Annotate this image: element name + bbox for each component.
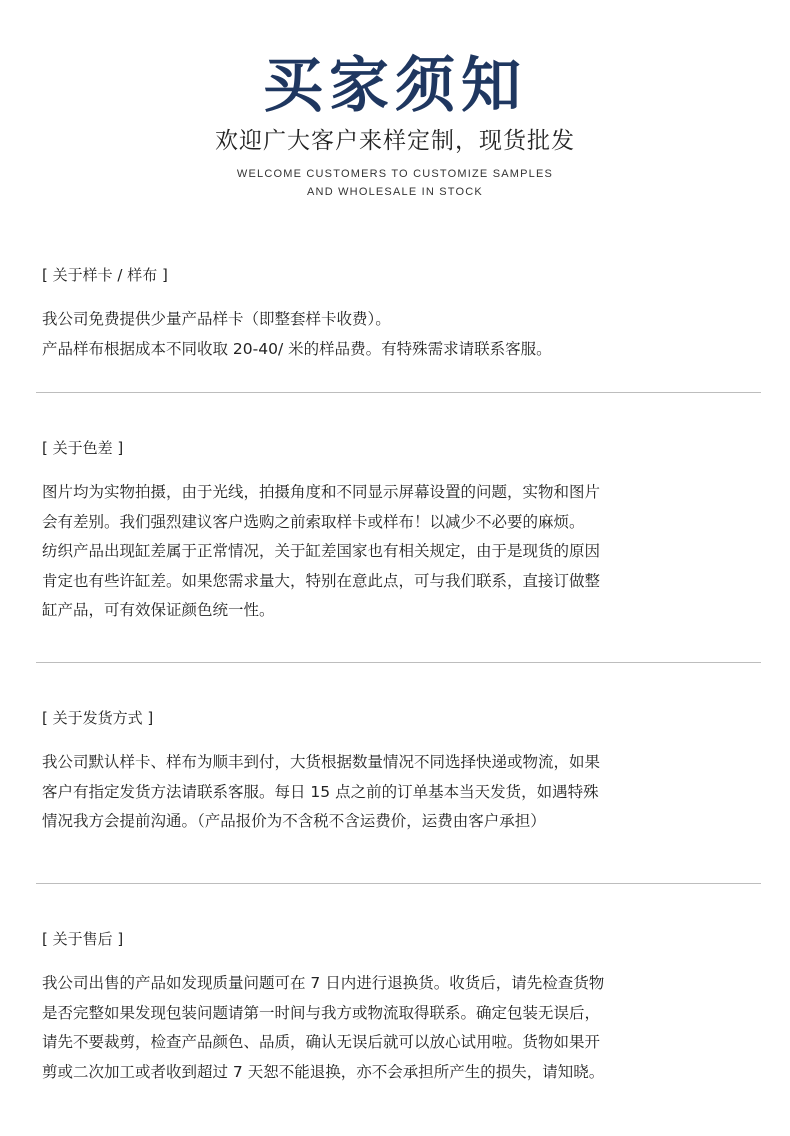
section-line: 我公司默认样卡、样布为顺丰到付，大货根据数量情况不同选择快递或物流，如果	[42, 753, 601, 771]
section-line: 产品样布根据成本不同收取 20-40/ 米的样品费。有特殊需求请联系客服。	[42, 339, 552, 358]
section-body	[42, 305, 742, 364]
section-body	[42, 748, 742, 837]
section-body	[42, 969, 742, 1087]
section-samples	[42, 263, 742, 364]
section-title: [ 关于色差 ]	[42, 439, 124, 457]
section-line: 肯定也有些许缸差。如果您需求量大，特别在意此点，可与我们联系，直接订做整	[42, 571, 601, 590]
section-shipping	[42, 706, 742, 837]
section-title: [ 关于发货方式 ]	[42, 709, 154, 727]
page-title: 买家须知	[263, 51, 527, 121]
section-body	[42, 478, 742, 626]
section-title: [ 关于样卡 / 样布 ]	[42, 266, 168, 284]
section-line: 是否完整如果发现包装问题请第一时间与我方或物流取得联系。确定包装无误后，	[42, 1003, 601, 1022]
section-line: 纺织产品出现缸差属于正常情况，关于缸差国家也有相关规定，由于是现货的原因	[42, 542, 601, 561]
section-line: 会有差别。我们强烈建议客户选购之前索取样卡或样布！以减少不必要的麻烦。	[42, 512, 585, 531]
english-subtitle-line-1: WELCOME CUSTOMERS TO CUSTOMIZE SAMPLES	[236, 168, 554, 180]
section-line: 图片均为实物拍摄，由于光线，拍摄角度和不同显示屏幕设置的问题，实物和图片	[42, 483, 601, 501]
section-title: [ 关于售后 ]	[42, 930, 124, 948]
divider	[36, 883, 761, 884]
section-line: 我公司免费提供少量产品样卡（即整套样卡收费）。	[42, 310, 391, 328]
section-line: 请先不要裁剪，检查产品颜色、品质，确认无误后就可以放心试用啦。货物如果开	[42, 1033, 601, 1052]
divider	[36, 392, 761, 393]
section-color-difference	[42, 436, 742, 626]
section-line: 剪或二次加工或者收到超过 7 天恕不能退换，亦不会承担所产生的损失，请知晓。	[42, 1062, 605, 1081]
divider	[36, 662, 761, 663]
section-line: 缸产品，可有效保证颜色统一性。	[42, 601, 275, 620]
section-line: 我公司出售的产品如发现质量问题可在 7 日内进行退换货。收货后，请先检查货物	[42, 974, 605, 992]
section-line: 情况我方会提前沟通。（产品报价为不含税不含运费价，运费由客户承担）	[42, 812, 546, 831]
section-line: 客户有指定发货方法请联系客服。每日 15 点之前的订单基本当天发货，如遇特殊	[42, 782, 599, 801]
page-subtitle: 欢迎广大客户来样定制，现货批发	[215, 128, 575, 154]
english-subtitle-line-2: AND WHOLESALE IN STOCK	[307, 186, 483, 198]
section-after-sales	[42, 927, 742, 1087]
